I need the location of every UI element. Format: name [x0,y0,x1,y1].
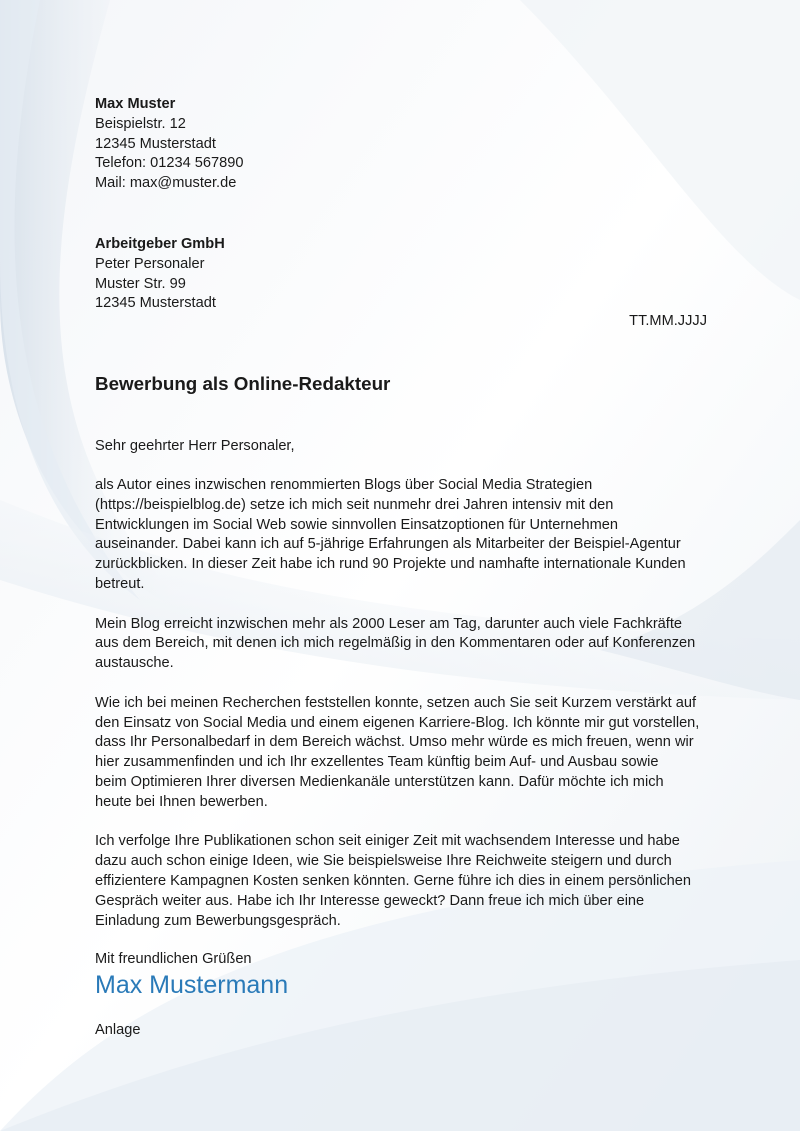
paragraph-line: austausche. [95,655,174,672]
letter-subject: Bewerbung als Online-Redakteur [95,373,391,394]
paragraph-line: beim Optimieren Ihrer diversen Medienkanäle unterstützen kann. Dafür möchte ich mich [95,773,664,790]
recipient-city: 12345 Musterstadt [95,295,216,312]
paragraph-line: Entwicklungen im Social Web sowie sinnvollen Einsatzoptionen für Unternehmen [95,516,618,533]
paragraph-line: betreut. [95,575,145,592]
paragraph-line: hier zusammenfinden und ich Ihr exzellentes Team künftig beim Auf- und Ausbau sowie [95,754,659,771]
salutation: Sehr geehrter Herr Personaler, [95,438,295,454]
paragraph-line: zurückblicken. In dieser Zeit habe ich rund 90 Projekte und namhafte internationale Kunden [95,556,686,573]
signature-name: Max Mustermann [95,971,289,999]
sender-name: Max Muster [95,96,176,112]
paragraph-4 [95,832,707,931]
sender-phone: Telefon: 01234 567890 [95,155,244,172]
recipient-company: Arbeitgeber GmbH [95,236,225,252]
sender-street: Beispielstr. 12 [95,115,186,132]
recipient-contact: Peter Personaler [95,255,205,272]
paragraph-line: Wie ich bei meinen Recherchen feststellen konnte, setzen auch Sie seit Kurzem verstärkt auf [95,694,697,711]
paragraph-line: auseinander. Dabei kann ich auf 5-jährige Erfahrungen als Mitarbeiter der Beispiel-Agentur [95,536,681,553]
paragraph-line: (https://beispielblog.de) setze ich mich seit nunmehr drei Jahren intensiv mit den [95,496,614,513]
paragraph-line: Ich verfolge Ihre Publikationen schon seit einiger Zeit mit wachsendem Interesse und habe [95,833,680,850]
recipient-street: Muster Str. 99 [95,275,186,292]
paragraph-line: Gespräch weiter aus. Habe ich Ihr Interesse geweckt? Dann freue ich mich über eine [95,892,645,909]
paragraph-2 [95,615,707,674]
paragraph-line: heute bei Ihnen bewerben. [95,793,268,810]
letter-date: TT.MM.JJJJ [629,313,707,329]
sender-address-block [95,95,244,194]
paragraph-line: aus dem Bereich, mit denen ich mich regelmäßig in den Kommentaren oder auf Konferenzen [95,635,696,652]
paragraph-1 [95,476,707,595]
paragraph-line: dazu auch schon einige Ideen, wie Sie beispielsweise Ihre Reichweite steigern und durch [95,853,672,870]
letter-body [95,476,707,951]
paragraph-line: als Autor eines inzwischen renommierten Blogs über Social Media Strategien [95,477,593,493]
closing-phrase: Mit freundlichen Grüßen [95,951,252,967]
paragraph-line: Mein Blog erreicht inzwischen mehr als 2000 Leser am Tag, darunter auch viele Fachkräfte [95,615,683,632]
attachment-label: Anlage [95,1022,141,1038]
paragraph-line: effizientere Kampagnen Kosten senken könnten. Gerne führe ich dies in einem persönlichen [95,872,692,889]
paragraph-line: Einladung zum Bewerbungsgespräch. [95,912,341,929]
sender-mail: Mail: max@muster.de [95,175,237,192]
paragraph-line: den Einsatz von Social Media und einem eigenen Karriere-Blog. Ich könnte mir gut vorstellen, [95,714,700,731]
paragraph-line: dass Ihr Personalbedarf in dem Bereich wächst. Umso mehr würde es mich freuen, wenn wir [95,734,694,751]
sender-city: 12345 Musterstadt [95,135,216,152]
paragraph-3 [95,694,707,813]
recipient-address-block [95,235,225,314]
